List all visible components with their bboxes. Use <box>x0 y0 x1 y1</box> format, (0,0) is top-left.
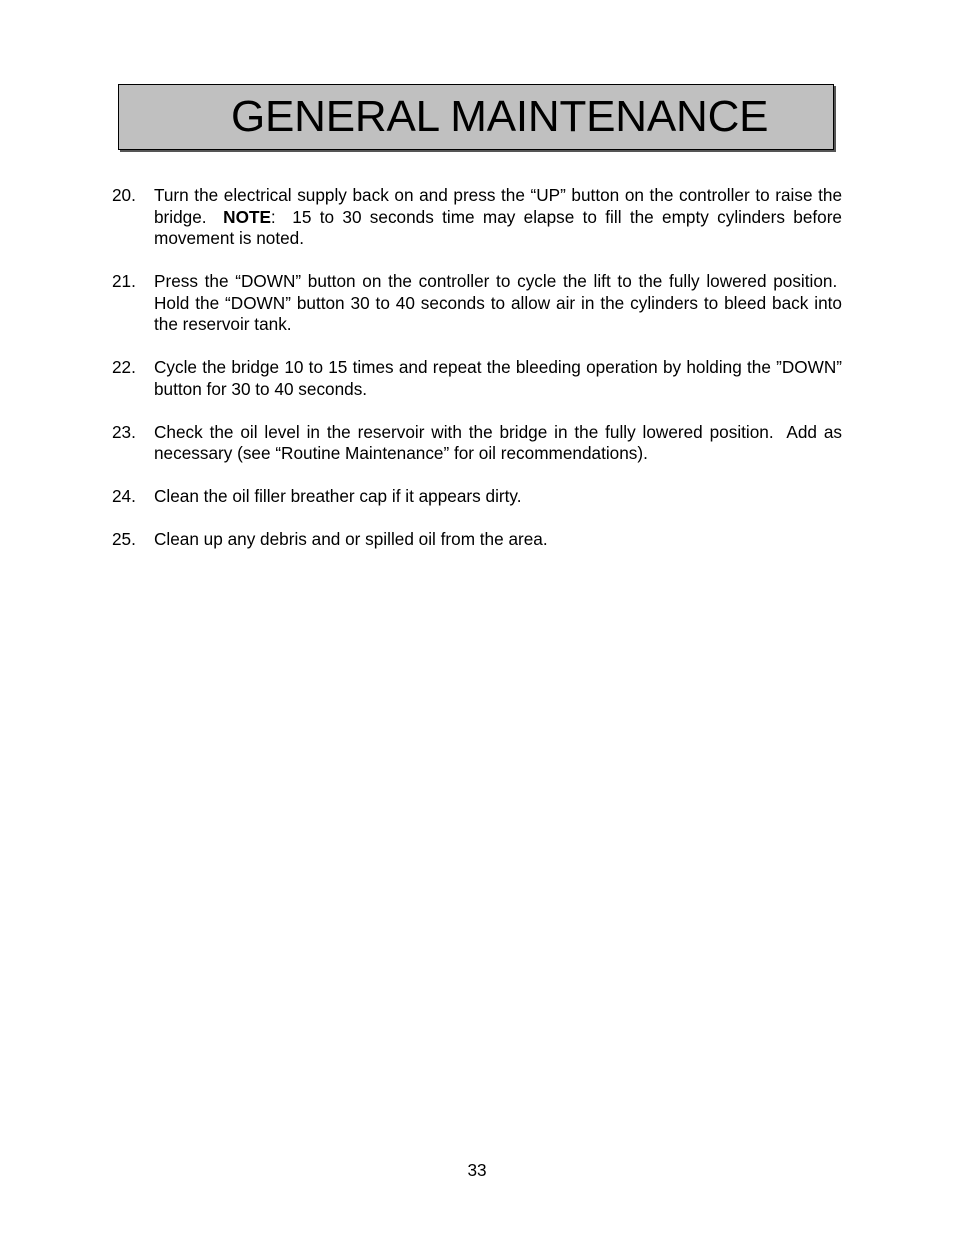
step-text-intro: Turn the electrical supply back on and press the “UP” button on the controller to raise the bridge. <box>154 185 842 227</box>
step-item-25 <box>112 529 842 551</box>
step-number: 24. <box>112 486 136 506</box>
section-title-banner <box>118 84 834 150</box>
page-number: 33 <box>467 1160 487 1180</box>
step-text <box>154 185 842 248</box>
step-text: Check the oil level in the reservoir with the bridge in the fully lowered position. Add as necessary (see “Routine Maintenance” for oil recommendations). <box>154 421 842 463</box>
step-text: Cycle the bridge 10 to 15 times and repeat the bleeding operation by holding the ”DOWN” button for 30 to 40 seconds. <box>154 357 842 399</box>
note-label: NOTE <box>223 206 271 227</box>
step-text: Clean the oil filler breather cap if it appears dirty. <box>154 486 522 506</box>
step-number: 20. <box>112 185 136 205</box>
step-item-21 <box>112 271 842 336</box>
note-text: : 15 to 30 seconds time may elapse to fill the empty cylinders before movement is noted. <box>154 206 842 248</box>
step-text: Press the “DOWN” button on the controller to cycle the lift to the fully lowered position. Hold the “DOWN” button 30 to 40 seconds to allow air in the cylinders to bleed back into the reservoir tank. <box>154 271 842 334</box>
step-number: 23. <box>112 421 136 442</box>
maintenance-steps-list <box>112 185 842 572</box>
step-number: 22. <box>112 357 136 377</box>
step-item-24 <box>112 486 842 508</box>
step-number: 21. <box>112 271 136 291</box>
step-item-20 <box>112 185 842 250</box>
step-item-22 <box>112 357 842 400</box>
step-text: Clean up any debris and or spilled oil from the area. <box>154 529 548 549</box>
section-title: GENERAL MAINTENANCE <box>231 92 769 141</box>
step-number: 25. <box>112 529 136 549</box>
step-item-23 <box>112 422 842 465</box>
